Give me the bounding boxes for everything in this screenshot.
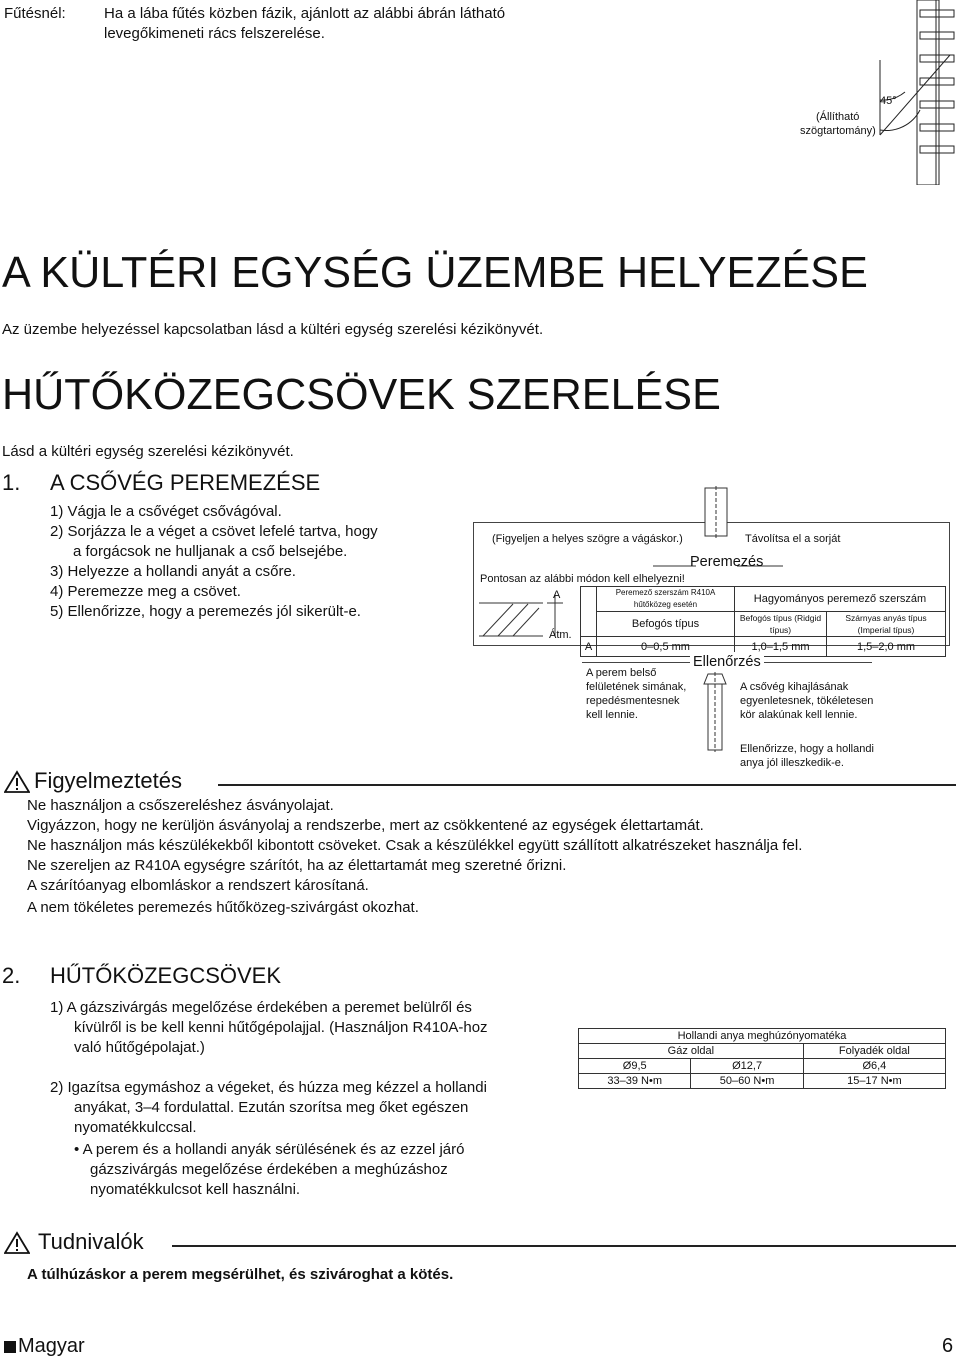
pipes-number: 2. [2,963,21,988]
flaring-label: Peremezés [690,554,764,570]
pipes-main-title: HŰTŐKÖZEGCSÖVEK SZERELÉSE [2,370,721,419]
heating-line-1: Ha a lába fűtés közben fázik, ajánlott az alábbi ábrán látható [104,5,506,22]
pipes-p1: 1) A gázszivárgás megelőzése érdekében a peremet belülről és kívülről is be kell kenni hűtőgépolajjal. (Használjon R410A-hoz való hűtőgépolajat.) [50,999,488,1056]
flaring-number: 1. [2,470,21,495]
louver-diagram [780,0,960,185]
flaring-table-blank [581,587,597,637]
atm-label: Átm. [549,629,572,641]
flaring-table-col2: Hagyományos peremező szerszám [735,587,946,612]
torque-table-t2: 50–60 N•m [691,1074,803,1089]
warning-line-6: A nem tökéletes peremezés hűtőközeg-szivárgást okozhat. [27,899,419,916]
flaring-table-sub1: Befogós típus [597,612,735,637]
warning-line-2: Vigyázzon, hogy ne kerüljön ásványolaj a rendszerbe, mert az csökkentené az egységek élettartamát. [27,817,704,834]
flare-check-drawing [698,672,732,752]
flaring-table-col1: Peremező szerszám R410A hűtőközeg esetén [597,587,735,612]
angle-label: 45° [880,95,897,107]
flaring-step-2b: a forgácsok ne hulljanak a cső belsejébe. [73,543,348,560]
torque-table-liquid: Folyadék oldal [803,1044,945,1059]
flaring-table-v2: 1,0–1,5 mm [735,637,827,657]
burr-note: Távolítsa el a sorját [745,533,841,545]
check-right-text: A csővég kihajlásának egyenletesnek, tökéletesen kör alakúnak kell lennie. [740,681,874,721]
flaring-step-4: 4) Peremezze meg a csövet. [50,583,241,600]
torque-table-d3: Ø6,4 [803,1059,945,1074]
flaring-table-sub2: Befogós típus (Ridgid típus) [735,612,827,637]
check-label: Ellenőrzés [690,652,764,672]
flaring-step-1: 1) Vágja le a csővéget csővágóval. [50,503,282,520]
flaring-step-2: 2) Sorjázza le a véget a csövet lefelé tartva, hogy [50,523,378,540]
dim-a-label: A [553,589,561,601]
notice-text: A túlhúzáskor a perem megsérülhet, és szivároghat a kötés. [27,1266,454,1283]
torque-table-d1: Ø9,5 [579,1059,691,1074]
check-left-text: A perem belső felületének simának, repedésmentesnek kell lennie. [586,667,687,721]
warning-rule [218,784,956,786]
range-label-1: (Állítható [816,111,860,123]
flaring-table-v1: 0–0,5 mm [597,637,735,657]
notice-icon [4,1231,30,1255]
torque-table-gas: Gáz oldal [579,1044,804,1059]
cut-note: (Figyeljen a helyes szögre a vágáskor.) [492,533,683,545]
outdoor-title: A KÜLTÉRI EGYSÉG ÜZEMBE HELYEZÉSE [2,248,868,297]
torque-table-d2: Ø12,7 [691,1059,803,1074]
warning-line-5: A szárítóanyag elbomláskor a rendszert károsítaná. [27,877,369,894]
outdoor-text: Az üzembe helyezéssel kapcsolatban lásd a kültéri egység szerelési kézikönyvét. [2,321,544,338]
flaring-step-3: 3) Helyezze a hollandi anyát a csőre. [50,563,296,580]
heating-line-2: levegőkimeneti rács felszerelése. [104,25,325,42]
torque-table-t3: 15–17 N•m [803,1074,945,1089]
pipes-p2: 2) Igazítsa egymáshoz a végeket, és húzza meg kézzel a hollandi anyákat, 3–4 fordulattal. Ezután szorítsa meg őket egészen nyomatékkulccsal. [50,1079,487,1136]
pipes-main-text: Lásd a kültéri egység szerelési kézikönyvét. [2,443,294,460]
heating-label: Fűtésnél: [4,5,66,22]
pipes-title: HŰTŐKÖZEGCSÖVEK [50,963,282,988]
footer-square-icon [4,1341,16,1353]
notice-rule [172,1245,956,1247]
warning-title: Figyelmeztetés [34,768,182,793]
check-bottom-text: Ellenőrizze, hogy a hollandi anya jól illeszkedik-e. [740,743,874,769]
notice-title: Tudnivalók [38,1229,144,1254]
flaring-table-row-label: A [581,637,597,657]
footer-page: 6 [942,1335,954,1357]
torque-table [578,1028,946,1089]
flaring-title: A CSŐVÉG PEREMEZÉSE [50,470,321,495]
flaring-table-sub3: Szárnyas anyás típus (Imperial típus) [827,612,946,637]
flaring-step-5: 5) Ellenőrizze, hogy a peremezés jól sikerült-e. [50,603,361,620]
footer-language: Magyar [18,1335,85,1357]
flaring-table [580,586,946,657]
torque-table-t1: 33–39 N•m [579,1074,691,1089]
warning-line-1: Ne használjon a csőszereléshez ásványolajat. [27,797,334,814]
warning-line-3: Ne használjon más készülékekből kibontott csöveket. Csak a készülékkel együtt szállított alkatrészeket használja fel. [27,837,803,854]
position-note: Pontosan az alábbi módon kell elhelyezni! [480,573,685,585]
torque-table-title: Hollandi anya meghúzónyomatéka [579,1029,946,1044]
pipes-bullet: • A perem és a hollandi anyák sérülésének és az ezzel járó gázszivárgás megelőzése érdekében a meghúzáshoz nyomatékkulcsot kell használni. [74,1141,465,1198]
warning-line-4: Ne szereljen az R410A egységre szárítót, ha az élettartamát meg szeretné őrizni. [27,857,567,874]
louver-slats [920,10,954,153]
flaring-table-v3: 1,5–2,0 mm [827,637,946,657]
warning-icon [4,770,30,794]
range-label-2: szögtartomány) [800,125,876,137]
